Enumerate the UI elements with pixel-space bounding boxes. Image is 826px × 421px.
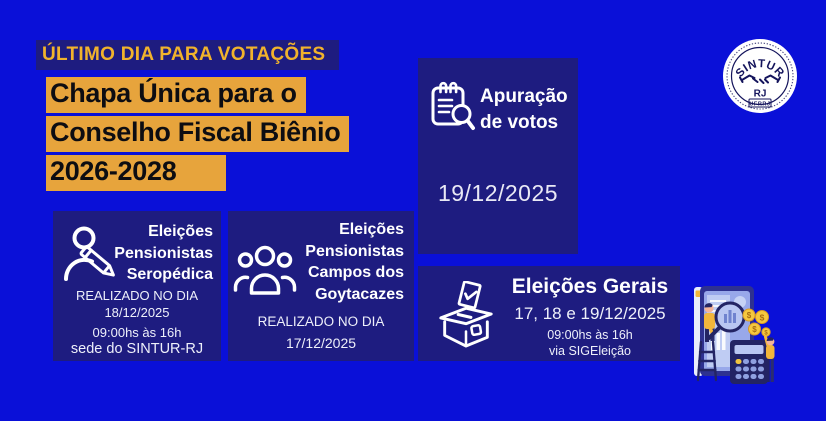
page-title <box>46 77 349 194</box>
sintur-rj-logo <box>722 38 798 114</box>
card-time: 09:00hs às 16h <box>547 328 633 342</box>
card-title-line: Pensionistas <box>114 244 213 262</box>
audit-illustration <box>682 282 780 386</box>
card-title-line: Eleições <box>339 221 404 238</box>
reaching-figure <box>766 337 775 382</box>
card-dates: 17, 18 e 19/12/2025 <box>514 304 666 323</box>
card-title-line: Goytacazes <box>315 285 404 303</box>
svg-text:$: $ <box>759 312 765 323</box>
card-title-line: Campos dos <box>307 264 404 282</box>
calculator-shape <box>730 340 768 384</box>
card-title-line: Apuração <box>480 86 568 107</box>
ballot-box-icon <box>434 281 498 349</box>
svg-text:$: $ <box>752 325 757 334</box>
card-eleicoes-seropedica <box>53 211 221 361</box>
card-title-line: Pensionistas <box>305 242 404 260</box>
card-apuracao-de-votos <box>418 58 578 254</box>
kicker-text: ÚLTIMO DIA PARA VOTAÇÕES <box>42 44 326 65</box>
card-date: 18/12/2025 <box>104 305 170 320</box>
clipboard-magnifier-icon <box>430 80 476 132</box>
logo-name-text: SINTUR <box>733 58 787 80</box>
title-line: 2026-2028 <box>46 155 226 191</box>
apuracao-date: 19/12/2025 <box>437 180 559 206</box>
card-title <box>114 221 213 286</box>
card-title-line: Seropédica <box>126 266 213 284</box>
card-channel: via SIGEleição <box>549 344 631 358</box>
logo-org-text: UFRRJ <box>749 101 771 108</box>
title-line: Chapa Única para o <box>46 77 306 113</box>
title-line: Conselho Fiscal Biênio <box>46 116 349 152</box>
card-date: 17/12/2025 <box>285 335 357 351</box>
card-status: REALIZADO NO DIA <box>257 314 385 329</box>
logo-region-text: RJ <box>753 88 767 100</box>
card-time: 09:00hs às 16h <box>92 325 182 340</box>
card-title-line: Eleições <box>148 223 213 240</box>
card-place: sede do SINTUR-RJ <box>70 341 204 357</box>
card-eleicoes-campos <box>228 211 414 361</box>
card-title: Eleições Gerais <box>511 275 669 298</box>
people-group-icon <box>233 245 297 295</box>
svg-text:$: $ <box>764 330 768 337</box>
card-title <box>305 219 404 305</box>
svg-text:$: $ <box>746 311 752 320</box>
person-pencil-icon <box>63 225 119 287</box>
card-status: REALIZADO NO DIA <box>75 288 199 303</box>
card-title-line: de votos <box>480 111 559 133</box>
kicker-banner <box>36 40 339 70</box>
card-title <box>480 84 568 135</box>
card-eleicoes-gerais <box>418 266 680 361</box>
